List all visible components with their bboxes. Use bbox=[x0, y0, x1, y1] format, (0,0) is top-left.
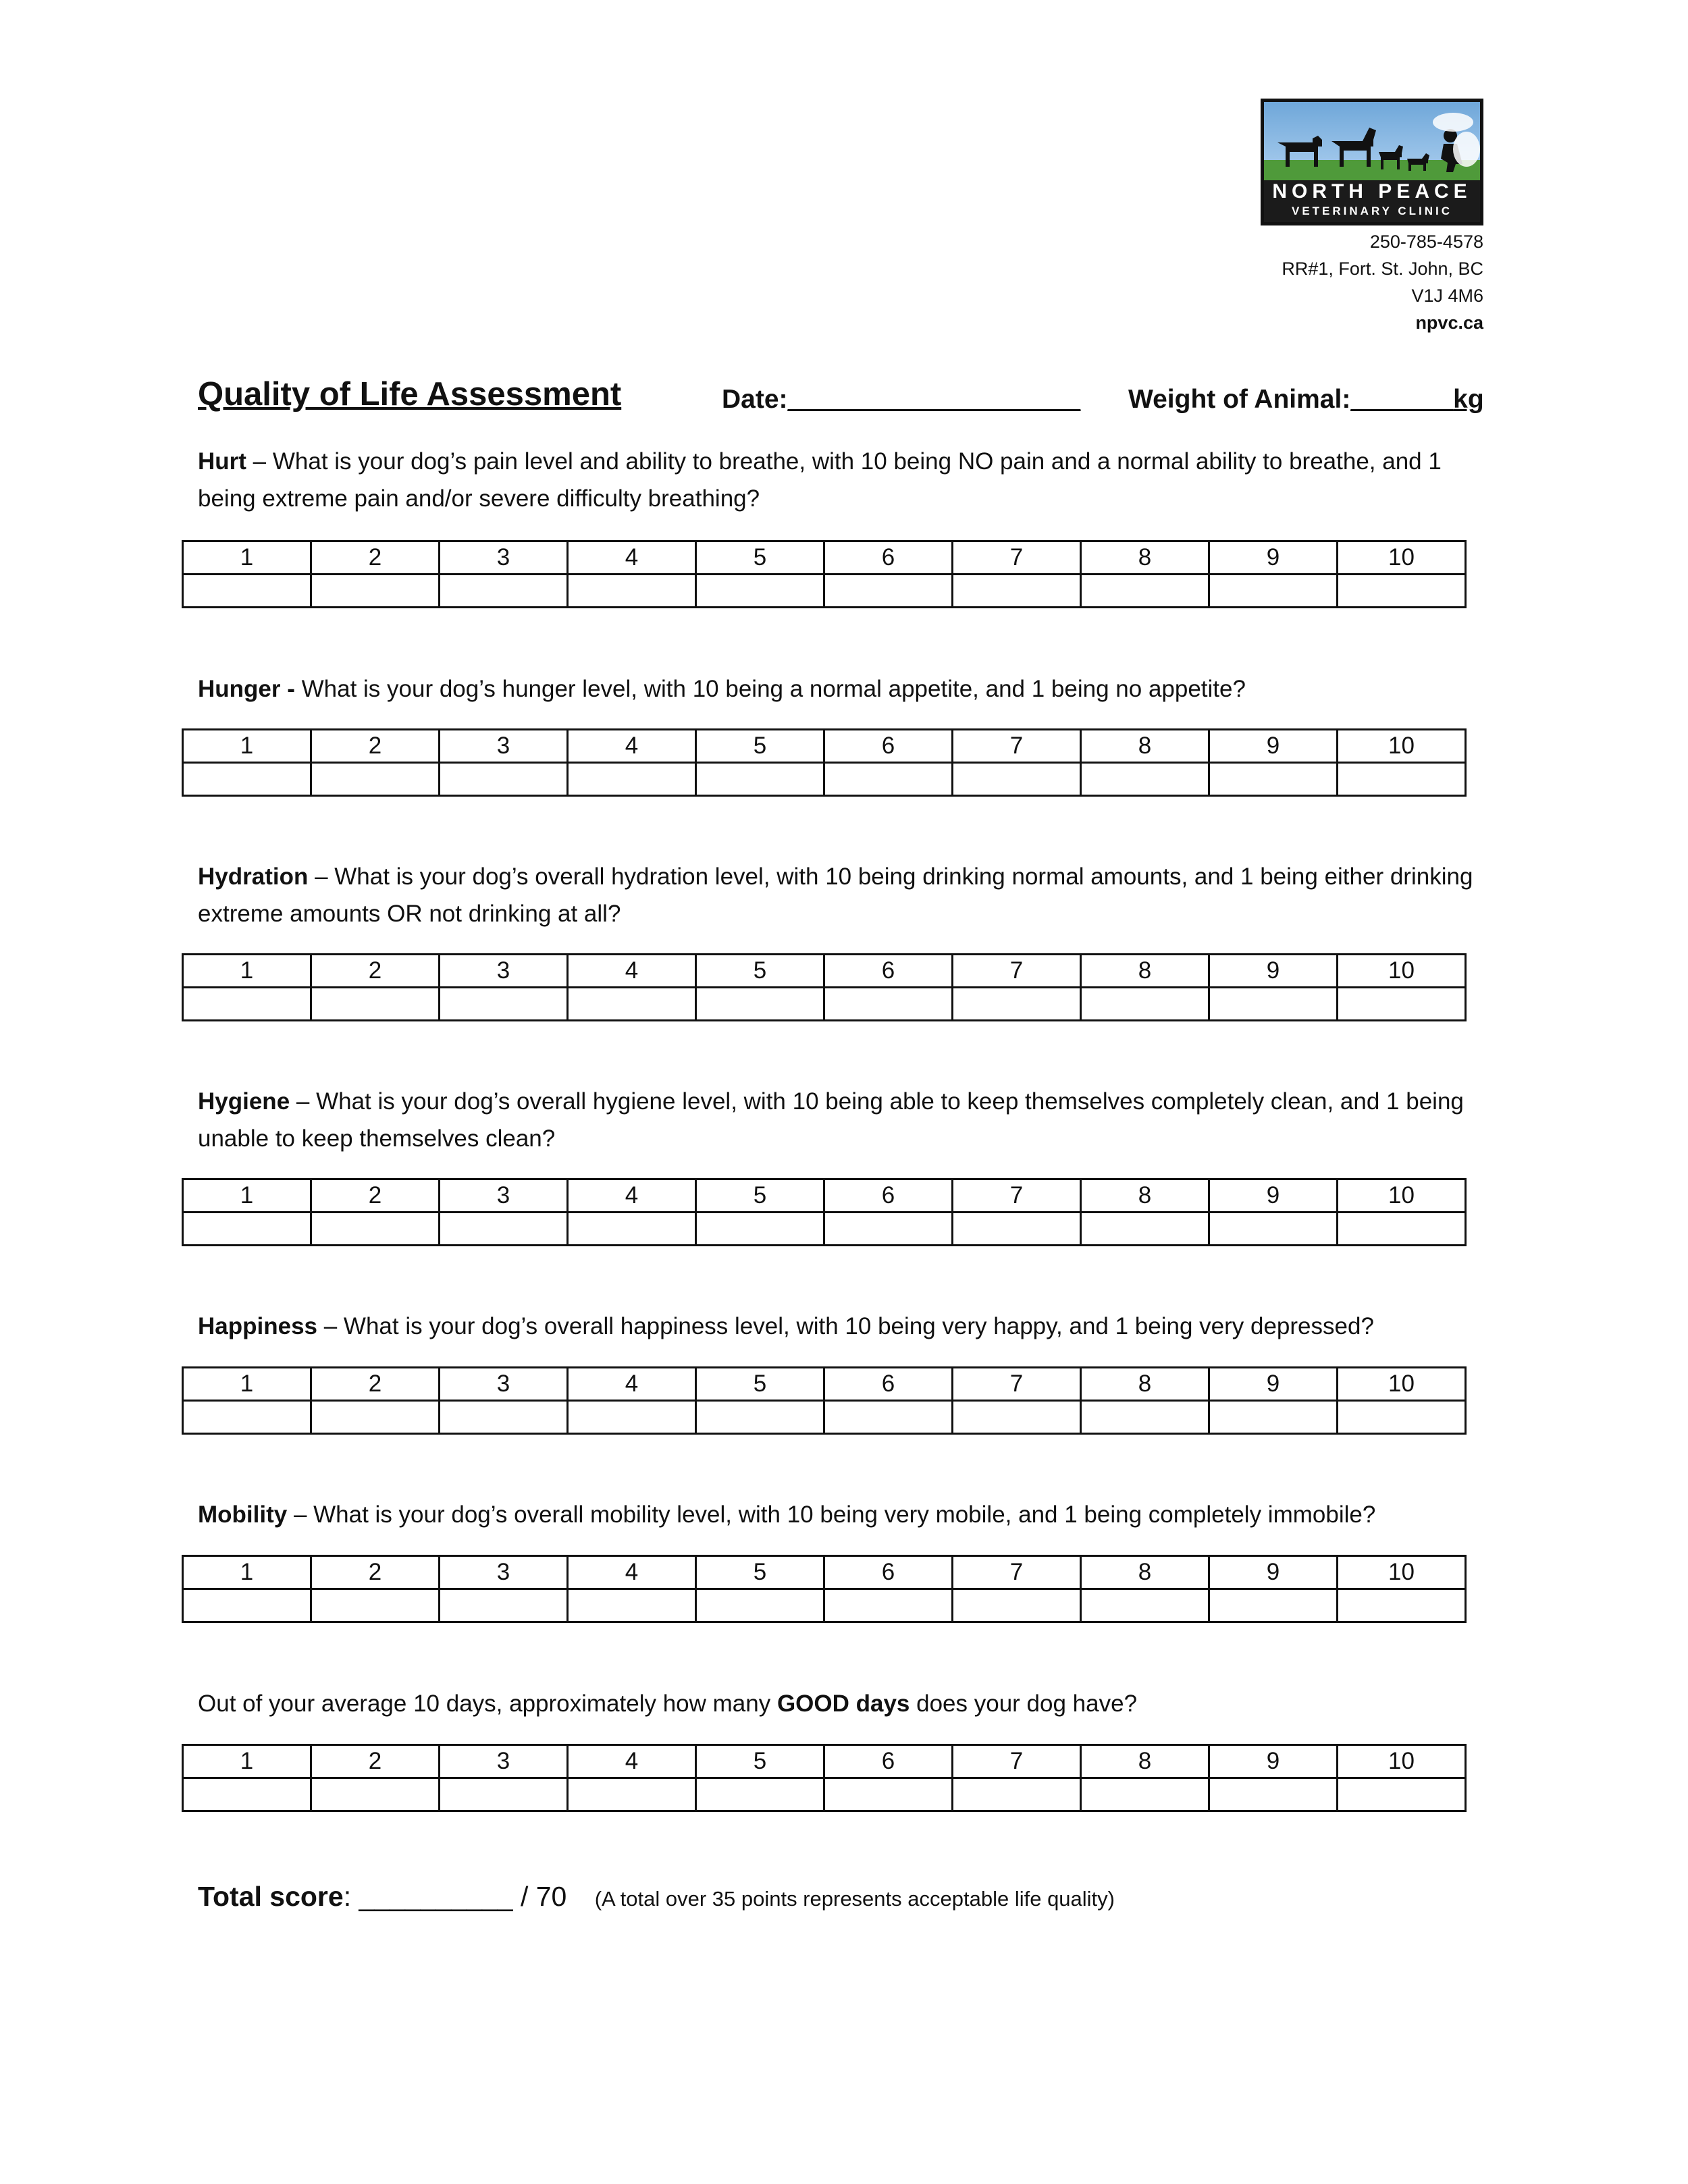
animals-silhouette-icon bbox=[1264, 102, 1480, 180]
answer-cell[interactable] bbox=[568, 1589, 696, 1622]
scale-number: 6 bbox=[824, 1556, 953, 1589]
scale-answer-row bbox=[183, 575, 1466, 608]
scale-number: 2 bbox=[311, 1179, 440, 1213]
scale-number: 8 bbox=[1081, 1556, 1209, 1589]
scale-number: 7 bbox=[953, 1179, 1081, 1213]
scale-number: 10 bbox=[1338, 1556, 1466, 1589]
total-score-label: Total score bbox=[198, 1881, 344, 1912]
answer-cell[interactable] bbox=[568, 1213, 696, 1246]
scale-number: 3 bbox=[440, 730, 568, 763]
total-colon: : bbox=[343, 1881, 352, 1912]
scale-numbers-row bbox=[183, 1745, 1466, 1778]
logo-name-line2: VETERINARY CLINIC bbox=[1291, 205, 1453, 217]
answer-cell[interactable] bbox=[953, 575, 1081, 608]
answer-cell[interactable] bbox=[1081, 1589, 1209, 1622]
weight-blank[interactable]: _______ bbox=[1350, 385, 1454, 414]
scale-number: 3 bbox=[440, 541, 568, 575]
scale-number: 6 bbox=[824, 1745, 953, 1778]
answer-cell[interactable] bbox=[1209, 1401, 1338, 1434]
scale-number: 1 bbox=[183, 541, 311, 575]
question-hunger: Hunger - What is your dog’s hunger level, with 10 being a normal appetite, and 1 being no appetite? bbox=[198, 676, 1246, 702]
answer-cell[interactable] bbox=[953, 988, 1081, 1021]
date-label: Date: bbox=[722, 385, 788, 414]
scale-number: 5 bbox=[696, 1179, 824, 1213]
answer-cell[interactable] bbox=[1209, 1213, 1338, 1246]
answer-cell[interactable] bbox=[1209, 575, 1338, 608]
scale-answer-row bbox=[183, 988, 1466, 1021]
clinic-header bbox=[1261, 99, 1483, 336]
scale-number: 5 bbox=[696, 1556, 824, 1589]
scale-number: 8 bbox=[1081, 955, 1209, 988]
answer-cell[interactable] bbox=[696, 575, 824, 608]
scale-number: 5 bbox=[696, 955, 824, 988]
answer-cell[interactable] bbox=[953, 1401, 1081, 1434]
answer-cell[interactable] bbox=[1338, 1213, 1466, 1246]
question-hydration: Hydration – What is your dog’s overall hydration level, with 10 being drinking normal amounts, and 1 being either drinking extreme amounts OR not drinking at all? bbox=[198, 863, 1473, 927]
answer-cell[interactable] bbox=[183, 1401, 311, 1434]
answer-cell[interactable] bbox=[1081, 988, 1209, 1021]
answer-cell[interactable] bbox=[311, 1778, 440, 1811]
answer-cell[interactable] bbox=[183, 575, 311, 608]
clinic-postal: V1J 4M6 bbox=[1411, 286, 1483, 306]
scale-number: 9 bbox=[1209, 730, 1338, 763]
answer-cell[interactable] bbox=[183, 763, 311, 796]
scale-number: 8 bbox=[1081, 1745, 1209, 1778]
answer-cell[interactable] bbox=[824, 1778, 953, 1811]
scale-number: 7 bbox=[953, 1556, 1081, 1589]
scale-number: 5 bbox=[696, 541, 824, 575]
page-title: Quality of Life Assessment bbox=[198, 376, 622, 412]
answer-cell[interactable] bbox=[696, 1401, 824, 1434]
scale-number: 4 bbox=[568, 1556, 696, 1589]
scale-answer-row bbox=[183, 1401, 1466, 1434]
question-good-days: Out of your average 10 days, approximately how many GOOD days does your dog have? bbox=[198, 1690, 1138, 1717]
scale-number: 3 bbox=[440, 1745, 568, 1778]
scale-number: 9 bbox=[1209, 1179, 1338, 1213]
scale-number: 4 bbox=[568, 541, 696, 575]
scale-numbers-row bbox=[183, 1179, 1466, 1213]
question-hygiene: Hygiene – What is your dog’s overall hygiene level, with 10 being able to keep themselves completely clean, and 1 being unable to keep themselves clean? bbox=[198, 1088, 1464, 1152]
scale-numbers-row bbox=[183, 730, 1466, 763]
scale-number: 2 bbox=[311, 955, 440, 988]
scale-number: 6 bbox=[824, 541, 953, 575]
answer-cell[interactable] bbox=[1081, 1213, 1209, 1246]
scale-answer-row bbox=[183, 1213, 1466, 1246]
scale-number: 7 bbox=[953, 541, 1081, 575]
scale-number: 3 bbox=[440, 1556, 568, 1589]
answer-cell[interactable] bbox=[824, 575, 953, 608]
scale-answer-row bbox=[183, 763, 1466, 796]
scale-number: 6 bbox=[824, 1179, 953, 1213]
scale-number: 8 bbox=[1081, 541, 1209, 575]
answer-cell[interactable] bbox=[1338, 575, 1466, 608]
scale-numbers-row bbox=[183, 1368, 1466, 1401]
scale-number: 2 bbox=[311, 1556, 440, 1589]
scale-number: 10 bbox=[1338, 1368, 1466, 1401]
scale-table-mobility bbox=[182, 1555, 1467, 1623]
answer-cell[interactable] bbox=[183, 988, 311, 1021]
answer-cell[interactable] bbox=[824, 1213, 953, 1246]
scale-number: 3 bbox=[440, 1368, 568, 1401]
scale-number: 10 bbox=[1338, 541, 1466, 575]
question-hurt: Hurt – What is your dog’s pain level and ability to breathe, with 10 being NO pain and a normal ability to breathe, and 1 being extreme pain and/or severe difficulty breathing? bbox=[198, 448, 1442, 512]
answer-cell[interactable] bbox=[440, 1401, 568, 1434]
weight-unit: kg bbox=[1453, 385, 1484, 414]
scale-number: 7 bbox=[953, 1745, 1081, 1778]
answer-cell[interactable] bbox=[1338, 763, 1466, 796]
answer-cell[interactable] bbox=[1081, 1401, 1209, 1434]
scale-number: 2 bbox=[311, 730, 440, 763]
answer-cell[interactable] bbox=[1081, 1778, 1209, 1811]
scale-number: 1 bbox=[183, 955, 311, 988]
scale-number: 4 bbox=[568, 730, 696, 763]
scale-number: 1 bbox=[183, 730, 311, 763]
date-blank[interactable]: ____________________ bbox=[787, 385, 1081, 414]
answer-cell[interactable] bbox=[311, 988, 440, 1021]
scale-number: 5 bbox=[696, 1368, 824, 1401]
answer-cell[interactable] bbox=[1338, 988, 1466, 1021]
answer-cell[interactable] bbox=[183, 1589, 311, 1622]
scale-answer-row bbox=[183, 1778, 1466, 1811]
scale-number: 4 bbox=[568, 1368, 696, 1401]
scale-number: 6 bbox=[824, 955, 953, 988]
scale-number: 1 bbox=[183, 1745, 311, 1778]
scale-number: 3 bbox=[440, 1179, 568, 1213]
scale-table-hydration bbox=[182, 953, 1467, 1021]
scale-table-happiness bbox=[182, 1366, 1467, 1435]
answer-cell[interactable] bbox=[183, 1778, 311, 1811]
answer-cell[interactable] bbox=[440, 988, 568, 1021]
answer-cell[interactable] bbox=[311, 763, 440, 796]
clinic-logo bbox=[1261, 99, 1483, 225]
answer-cell[interactable] bbox=[311, 1401, 440, 1434]
answer-cell[interactable] bbox=[1209, 763, 1338, 796]
answer-cell[interactable] bbox=[1338, 1778, 1466, 1811]
answer-cell[interactable] bbox=[440, 763, 568, 796]
clinic-website: npvc.ca bbox=[1415, 313, 1483, 333]
answer-cell[interactable] bbox=[183, 1213, 311, 1246]
answer-cell[interactable] bbox=[311, 575, 440, 608]
logo-name-line1: NORTH PEACE bbox=[1272, 180, 1472, 203]
answer-cell[interactable] bbox=[568, 988, 696, 1021]
answer-cell[interactable] bbox=[311, 1213, 440, 1246]
scale-number: 7 bbox=[953, 1368, 1081, 1401]
scale-number: 4 bbox=[568, 955, 696, 988]
answer-cell[interactable] bbox=[440, 1589, 568, 1622]
answer-cell[interactable] bbox=[1209, 1589, 1338, 1622]
answer-cell[interactable] bbox=[824, 988, 953, 1021]
answer-cell[interactable] bbox=[568, 763, 696, 796]
scale-number: 7 bbox=[953, 730, 1081, 763]
answer-cell[interactable] bbox=[568, 575, 696, 608]
scale-numbers-row bbox=[183, 1556, 1466, 1589]
scale-number: 4 bbox=[568, 1179, 696, 1213]
scale-number: 1 bbox=[183, 1179, 311, 1213]
scale-number: 2 bbox=[311, 1745, 440, 1778]
scale-number: 6 bbox=[824, 1368, 953, 1401]
scale-table-good-days bbox=[182, 1744, 1467, 1812]
answer-cell[interactable] bbox=[568, 1401, 696, 1434]
answer-cell[interactable] bbox=[568, 1778, 696, 1811]
scale-number: 9 bbox=[1209, 1368, 1338, 1401]
scale-number: 3 bbox=[440, 955, 568, 988]
weight-label: Weight of Animal: bbox=[1128, 385, 1351, 414]
scale-table-hygiene bbox=[182, 1178, 1467, 1246]
scale-number: 8 bbox=[1081, 1368, 1209, 1401]
scale-number: 10 bbox=[1338, 1179, 1466, 1213]
scale-number: 5 bbox=[696, 730, 824, 763]
answer-cell[interactable] bbox=[953, 1213, 1081, 1246]
scale-number: 1 bbox=[183, 1368, 311, 1401]
answer-cell[interactable] bbox=[440, 1778, 568, 1811]
answer-cell[interactable] bbox=[1081, 575, 1209, 608]
total-out-of: / 70 bbox=[512, 1881, 567, 1912]
total-score bbox=[198, 1881, 1115, 1913]
date-field[interactable] bbox=[722, 385, 1080, 415]
scale-number: 1 bbox=[183, 1556, 311, 1589]
scale-number: 4 bbox=[568, 1745, 696, 1778]
clinic-contact bbox=[1261, 228, 1483, 336]
answer-cell[interactable] bbox=[696, 1589, 824, 1622]
weight-field[interactable] bbox=[1128, 385, 1484, 415]
answer-cell[interactable] bbox=[1338, 1589, 1466, 1622]
scale-number: 9 bbox=[1209, 955, 1338, 988]
scale-number: 5 bbox=[696, 1745, 824, 1778]
answer-cell[interactable] bbox=[824, 763, 953, 796]
scale-table-hurt bbox=[182, 540, 1467, 608]
question-mobility: Mobility – What is your dog’s overall mobility level, with 10 being very mobile, and 1 being completely immobile? bbox=[198, 1501, 1376, 1528]
scale-number: 2 bbox=[311, 1368, 440, 1401]
answer-cell[interactable] bbox=[440, 575, 568, 608]
answer-cell[interactable] bbox=[1209, 988, 1338, 1021]
scale-number: 10 bbox=[1338, 730, 1466, 763]
scale-number: 10 bbox=[1338, 1745, 1466, 1778]
clinic-address: RR#1, Fort. St. John, BC bbox=[1282, 259, 1483, 279]
title-row bbox=[198, 375, 1484, 416]
answer-cell[interactable] bbox=[953, 1589, 1081, 1622]
scale-number: 9 bbox=[1209, 1556, 1338, 1589]
answer-cell[interactable] bbox=[824, 1401, 953, 1434]
answer-cell[interactable] bbox=[696, 988, 824, 1021]
answer-cell[interactable] bbox=[953, 1778, 1081, 1811]
scale-number: 8 bbox=[1081, 730, 1209, 763]
scale-number: 10 bbox=[1338, 955, 1466, 988]
scale-number: 9 bbox=[1209, 1745, 1338, 1778]
total-score-blank[interactable]: __________ bbox=[359, 1881, 513, 1912]
answer-cell[interactable] bbox=[311, 1589, 440, 1622]
scale-number: 9 bbox=[1209, 541, 1338, 575]
clinic-phone: 250-785-4578 bbox=[1369, 232, 1483, 252]
scale-numbers-row bbox=[183, 541, 1466, 575]
answer-cell[interactable] bbox=[696, 763, 824, 796]
question-happiness: Happiness – What is your dog’s overall happiness level, with 10 being very happy, and 1 being very depressed? bbox=[198, 1313, 1374, 1339]
answer-cell[interactable] bbox=[1338, 1401, 1466, 1434]
answer-cell[interactable] bbox=[824, 1589, 953, 1622]
scale-number: 7 bbox=[953, 955, 1081, 988]
answer-cell[interactable] bbox=[440, 1213, 568, 1246]
scale-number: 2 bbox=[311, 541, 440, 575]
answer-cell[interactable] bbox=[1209, 1778, 1338, 1811]
scale-number: 6 bbox=[824, 730, 953, 763]
answer-cell[interactable] bbox=[696, 1778, 824, 1811]
scale-answer-row bbox=[183, 1589, 1466, 1622]
answer-cell[interactable] bbox=[696, 1213, 824, 1246]
scale-number: 8 bbox=[1081, 1179, 1209, 1213]
answer-cell[interactable] bbox=[953, 763, 1081, 796]
scale-numbers-row bbox=[183, 955, 1466, 988]
total-note: (A total over 35 points represents acceptable life quality) bbox=[594, 1887, 1115, 1911]
scale-table-hunger bbox=[182, 728, 1467, 797]
answer-cell[interactable] bbox=[1081, 763, 1209, 796]
